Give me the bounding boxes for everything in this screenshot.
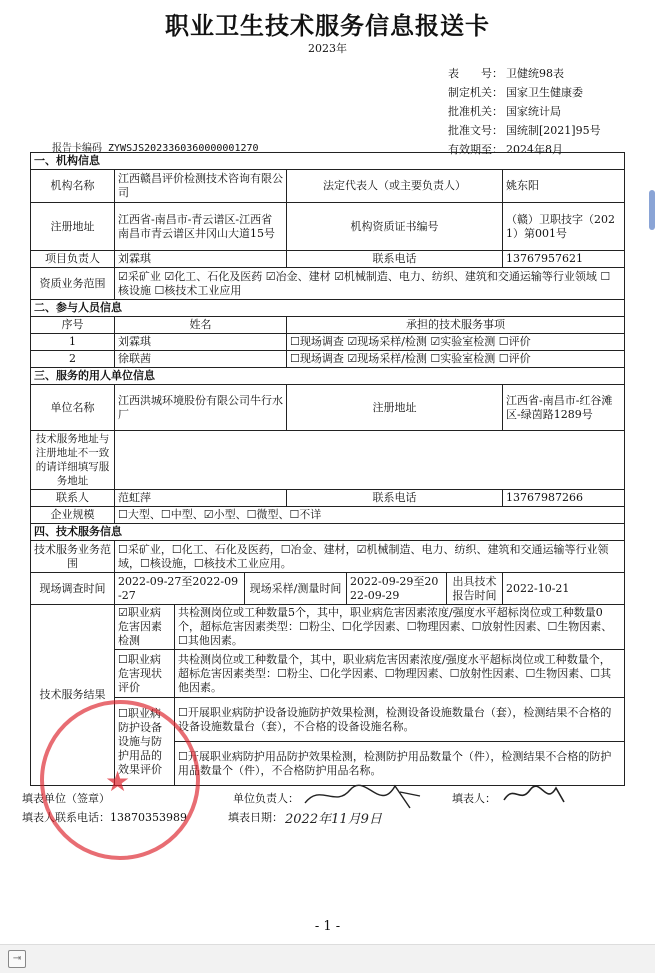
cert-value: （赣）卫职技字（2021）第001号 <box>503 203 625 251</box>
table-row: 1 刘霖琪 ☐现场调查 ☑现场采样/检测 ☑实验室检测 ☐评价 <box>31 334 625 351</box>
filler-unit-sign: 填表单位（签章） <box>22 792 110 805</box>
size-label: 企业规模 <box>31 507 115 524</box>
result-item: ☐职业病危害现状评价 <box>115 650 175 698</box>
card-code: 报告卡编码 ZYWSJS2023360360000001270 <box>52 143 259 154</box>
seal-star-icon: ★ <box>105 765 131 798</box>
size-value: ☐大型、☐中型、☑小型、☐微型、☐不详 <box>115 507 625 524</box>
section-4-title: 四、技术服务信息 <box>31 524 625 541</box>
sample-time-label: 现场采样/测量时间 <box>245 573 347 605</box>
unit-head-label: 单位负责人： <box>233 792 299 805</box>
page-number: - 1 - <box>314 919 341 934</box>
filler-signature <box>500 782 570 808</box>
exit-fullscreen-icon[interactable]: ⇥ <box>8 950 26 968</box>
field-value: ☐采矿业，☐化工、石化及医药，☐冶金、建材，☑机械制造、电力、纺织、建筑和交通运输等行业领域，☐核设施，☐核技术工业应用。 <box>115 541 625 573</box>
org-name-value: 江西赣昌评价检测技术咨询有限公司 <box>115 170 287 203</box>
contact-phone-value: 13767987266 <box>503 490 625 507</box>
legal-rep-label: 法定代表人（或主要负责人） <box>287 170 503 203</box>
result-item: ☐职业病防护设备设施与防护用品的效果评价 <box>115 698 175 786</box>
project-lead-label: 项目负责人 <box>31 251 115 268</box>
legal-rep-value: 姚东阳 <box>503 170 625 203</box>
col-no-header: 序号 <box>31 317 115 334</box>
result-text: ☐开展职业病防护用品防护效果检测，检测防护用品数量个（件），检测结果不合格的防护用品数量个（件），不合格防护用品名称。 <box>175 742 625 786</box>
result-label: 技术服务结果 <box>31 605 115 786</box>
scope-value: ☑采矿业 ☑化工、石化及医药 ☑冶金、建材 ☑机械制造、电力、纺织、建筑和交通运输等行业领域 ☐核设施 ☐核技术工业应用 <box>115 268 625 300</box>
contact-value: 范虹萍 <box>115 490 287 507</box>
survey-time-label: 现场调查时间 <box>31 573 115 605</box>
contact-phone-label: 联系电话 <box>287 490 503 507</box>
field-label: 技术服务业务范围 <box>31 541 115 573</box>
meta-row: 有效期至： 2024年8月 <box>448 143 563 156</box>
form-title: 职业卫生技术服务信息报送卡 <box>165 11 490 40</box>
col-task-header: 承担的技术服务事项 <box>287 317 625 334</box>
result-item: ☑职业病危害因素检测 <box>115 605 175 650</box>
form-meta <box>448 64 601 159</box>
fill-date-label: 填表日期： <box>228 811 283 824</box>
unit-name-value: 江西洪城环境股份有限公司牛行水厂 <box>115 385 287 431</box>
meta-row: 批准机关： 国家统计局 <box>448 105 561 118</box>
unit-reg-value: 江西省-南昌市-红谷滩区-绿茵路1289号 <box>503 385 625 431</box>
result-text: ☐开展职业病防护设备设施防护效果检测，检测设备设施数量台（套），检测结果不合格的设备设施数量台（套），不合格的设备设施名称。 <box>175 698 625 742</box>
contact-label: 联系人 <box>31 490 115 507</box>
reg-address-value: 江西省-南昌市-青云谱区-江西省南昌市青云谱区井冈山大道15号 <box>115 203 287 251</box>
report-time-value: 2022-10-21 <box>503 573 625 605</box>
section-3-title: 三、服务的用人单位信息 <box>31 368 625 385</box>
report-time-label: 出具技术报告时间 <box>447 573 503 605</box>
result-text: 共检测岗位或工种数量个，其中，职业病危害因素浓度/强度水平超标岗位或工种数量个，超标危害因素类型：☐粉尘、☐化学因素、☐物理因素、☐放射性因素、☐生物因素、☐其他因素。 <box>175 650 625 698</box>
viewer-bottom-bar <box>0 944 655 973</box>
section-2-title: 二、参与人员信息 <box>31 300 625 317</box>
section-1-title: 一、机构信息 <box>31 153 625 170</box>
report-form-table <box>30 152 625 786</box>
phone-label: 联系电话 <box>287 251 503 268</box>
scope-label: 资质业务范围 <box>31 268 115 300</box>
sample-time-value: 2022-09-29至2022-09-29 <box>347 573 447 605</box>
org-name-label: 机构名称 <box>31 170 115 203</box>
filler-phone: 填表人联系电话：13870353989 <box>22 811 187 824</box>
service-address-value <box>115 431 625 490</box>
fill-date-value: 2022年11月9日 <box>285 812 382 827</box>
meta-row: 表 号： 卫健统98表 <box>448 67 564 80</box>
reg-address-label: 注册地址 <box>31 203 115 251</box>
unit-name-label: 单位名称 <box>31 385 115 431</box>
meta-row: 批准文号： 国统制[2021]95号 <box>448 124 601 137</box>
form-year: 2023年 <box>308 42 347 55</box>
project-lead-value: 刘霖琪 <box>115 251 287 268</box>
survey-time-value: 2022-09-27至2022-09-27 <box>115 573 245 605</box>
col-name-header: 姓名 <box>115 317 287 334</box>
unit-head-signature <box>300 778 430 818</box>
table-row: 2 徐联茜 ☐现场调查 ☑现场采样/检测 ☐实验室检测 ☐评价 <box>31 351 625 368</box>
service-address-label: 技术服务地址与注册地址不一致的请详细填写服务地址 <box>31 431 115 490</box>
unit-reg-label: 注册地址 <box>287 385 503 431</box>
filler-label: 填表人： <box>452 792 496 805</box>
meta-row: 制定机关： 国家卫生健康委 <box>448 86 583 99</box>
phone-value: 13767957621 <box>503 251 625 268</box>
cert-label: 机构资质证书编号 <box>287 203 503 251</box>
result-text: 共检测岗位或工种数量5个，其中，职业病危害因素浓度/强度水平超标岗位或工种数量0个，超标危害因素类型：☐粉尘、☐化学因素、☐物理因素、☐放射性因素、☐生物因素、☐其他因素。 <box>175 605 625 650</box>
scrollbar-thumb[interactable] <box>649 190 655 230</box>
